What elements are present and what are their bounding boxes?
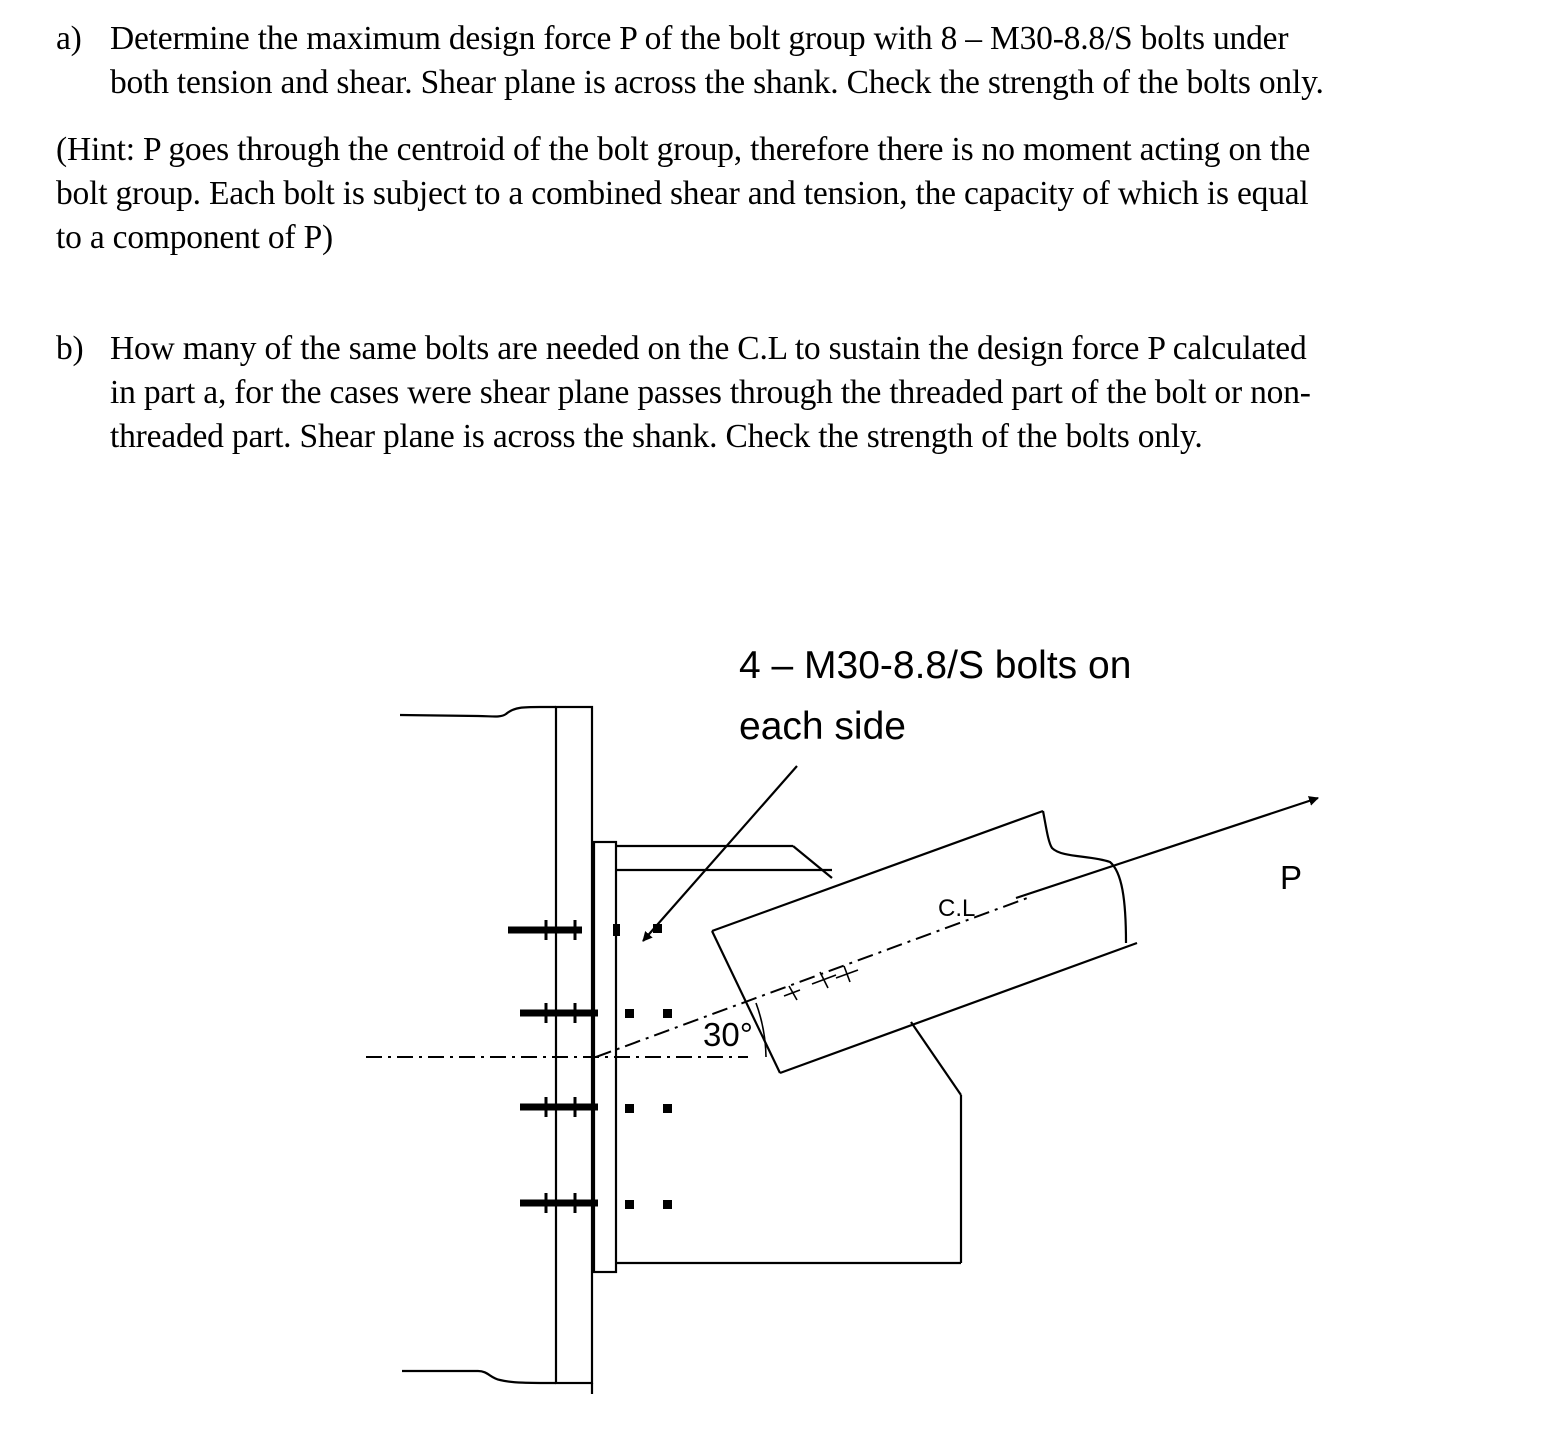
cross-mark — [836, 966, 858, 982]
bolt-hole — [625, 1009, 634, 1018]
question-a-line-2: both tension and shear. Shear plane is across the shank. Check the strength of the bolts only. — [110, 64, 1324, 101]
centerline-label: C.L — [938, 895, 976, 922]
force-arrow — [1016, 798, 1318, 898]
gusset-slope — [793, 846, 832, 878]
angle-label: 30° — [703, 1016, 753, 1053]
cross-mark — [784, 986, 800, 1000]
bolt-hole — [625, 1104, 634, 1113]
bolt-hole — [663, 1200, 672, 1209]
bolt-hole — [625, 1200, 634, 1209]
column-bottom-break — [402, 1371, 556, 1383]
column-top-break — [400, 707, 556, 717]
bolt-label-line-1: 4 – M30-8.8/S bolts on — [739, 644, 1132, 687]
force-label: P — [1280, 859, 1303, 896]
hint-line-1: (Hint: P goes through the centroid of the bolt group, therefore there is no moment acting on the — [56, 131, 1311, 168]
question-b-line-1: How many of the same bolts are needed on the C.L to sustain the design force P calculated — [110, 330, 1307, 367]
gusset-lower-slope — [911, 1022, 961, 1095]
member-bottom-edge — [780, 943, 1137, 1073]
question-b-label: b) — [56, 330, 84, 367]
column-flange — [556, 707, 592, 1383]
angle-arc — [756, 1003, 766, 1057]
member-break-line — [1043, 811, 1126, 943]
bolts — [508, 910, 598, 1213]
column — [400, 707, 592, 1394]
question-a-label: a) — [56, 20, 82, 57]
bolt-label-line-2: each side — [739, 705, 906, 748]
cross-mark — [812, 972, 836, 988]
bolt-hole — [663, 1009, 672, 1018]
leader-arrow — [643, 766, 797, 941]
bolt-hole — [663, 1104, 672, 1113]
hint-line-3: to a component of P) — [56, 219, 333, 256]
inclined-member — [712, 811, 1137, 1073]
bolt-hole — [613, 924, 620, 936]
centerline-marks — [784, 966, 858, 1000]
question-a-line-1: Determine the maximum design force P of the bolt group with 8 – M30-8.8/S bolts under — [110, 20, 1289, 57]
hint-line-2: bolt group. Each bolt is subject to a combined shear and tension, the capacity of which is equal — [56, 175, 1309, 212]
question-b-line-2: in part a, for the cases were shear plane passes through the threaded part of the bolt or non- — [110, 374, 1311, 411]
bolt-holes — [613, 924, 672, 1209]
question-b-line-3: threaded part. Shear plane is across the shank. Check the strength of the bolts only. — [110, 418, 1203, 455]
